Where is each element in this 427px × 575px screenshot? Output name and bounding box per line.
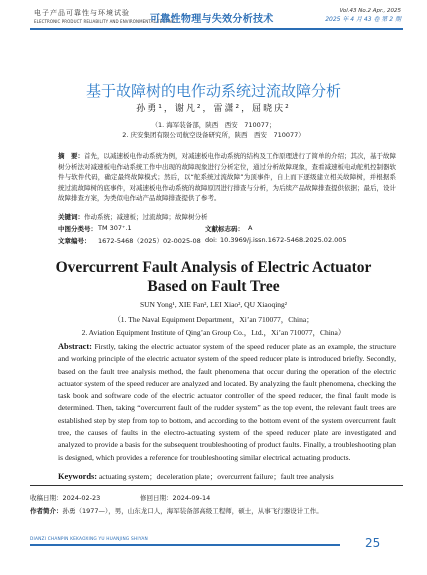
keywords-cn-label: 关键词： bbox=[58, 213, 84, 221]
journal-name-cn: 电子产品可靠性与环境试验 bbox=[34, 9, 130, 17]
received-date: 收稿日期：2024-02-23 bbox=[30, 494, 101, 502]
header-rule bbox=[30, 28, 403, 30]
clc-value: TM 307⁺.1 bbox=[98, 224, 132, 232]
paper-title-en-line1: Overcurrent Fault Analysis of Electric Actuator bbox=[55, 259, 372, 276]
footer-rule bbox=[30, 544, 340, 546]
doc-code-label: 文献标志码： bbox=[205, 225, 244, 233]
issue-info bbox=[300, 8, 401, 23]
journal-pinyin-footer: DIANZI CHANPIN KEKAOXING YU HUANJING SHIYAN bbox=[30, 537, 148, 542]
author-bio-text: 孙勇（1977—），男，山东龙口人，海军装备部高级工程师，硕士，从事飞行器设计工作。 bbox=[62, 507, 323, 515]
keywords-en bbox=[58, 471, 396, 482]
abstract-cn bbox=[58, 151, 396, 204]
abstract-cn-text: 首先，以减速板电作动系统为例，对减速板电作动系统的结构及工作原理进行了简单的介绍；其次，基于故障树分析法对减速板电作动系统工作中出现的故障现象进行分析定位，通过分析故障现象，查看减速板电动舵机控制器软件与软件代码，确定最终故障模式；然后，以“舵系统过流故障”为顶事件，自上而下逐级建立相关故障树，并根据系统过流故障树的底事件，对减速板电作动系统的故障原因进行排查与分析，为后续产品故障排查提供依据；最后，设计故障排查方案，为类似电作动产品故障排查提供了参考。 bbox=[58, 152, 396, 203]
issue-en: Vol.43 No.2 Apr., 2025 bbox=[339, 8, 401, 14]
abstract-cn-label: 摘 要： bbox=[58, 152, 84, 160]
authors-cn: 孙勇¹，谢凡²，雷潇²，屈晓庆² bbox=[136, 104, 291, 114]
doc-code-value: A bbox=[248, 224, 253, 232]
section-title: 可靠性物理与失效分析技术 bbox=[150, 14, 274, 25]
affiliation-cn-2: 2. 庆安集团有限公司航空设备研究所，陕西 西安 710077） bbox=[122, 131, 305, 139]
page-number: 25 bbox=[365, 536, 381, 550]
paper-title-en-line2: Based on Fault Tree bbox=[147, 278, 280, 295]
revised-date: 修回日期：2024-09-14 bbox=[140, 494, 211, 502]
issue-cn: 2025 年 4 月 43 卷 第 2 期 bbox=[325, 16, 401, 23]
author-bio bbox=[30, 506, 323, 515]
doi-label: doi: bbox=[205, 236, 218, 244]
journal-name-en: ELECTRONIC PRODUCT RELIABILITY AND ENVIRONMENTAL TESTING bbox=[34, 19, 176, 24]
keywords-en-text: actuating system；deceleration plate；overcurrent failure；fault tree analysis bbox=[98, 472, 334, 481]
keywords-en-label: Keywords: bbox=[58, 472, 98, 481]
author-bio-label: 作者简介： bbox=[30, 507, 63, 515]
article-number-value: 1672-5468（2025）02-0025-08 bbox=[98, 237, 201, 245]
affiliation-en-1: （1. The Naval Equipment Department，Xi’an 710077，China； bbox=[113, 315, 314, 324]
abstract-en bbox=[58, 341, 396, 464]
keywords-cn-text: 作动系统；减速板；过流故障；故障树分析 bbox=[84, 213, 208, 221]
clc-label: 中图分类号： bbox=[58, 225, 97, 233]
article-number-label: 文章编号： bbox=[58, 237, 91, 245]
affiliation-cn-1: （1. 海军装备部，陕西 西安 710077； bbox=[151, 121, 276, 129]
keywords-cn bbox=[58, 212, 396, 221]
abstract-en-text: Firstly, taking the electric actuator system of the speed reducer plate as an example, the structure and working principle of the electric actuator system of the speed reducer plate is introduced briefly. Secondly, based on the fault tree analysis method, the fault phenomena that occur during the operation of the electric actuator system of the speed reducer are analyzed and located. By analyzing the fault phenomena, checking the task book and software code of the electric actuator controller of the speed reducer, the final fault mode is determined. Then, taking “overcurrent fault of the rudder system” as the top event, the relevant fault trees are established step by step from top to bottom, and according to the bottom event of the system overcurrent fault tree, the causes of faults in the electro-actuating system of the speed reducer plate are investigated and analyzed to provide a basis for the subsequent troubleshooting of product faults. Finally, a troubleshooting plan is designed, which provides a reference for troubleshooting similar electrical actuating products. bbox=[58, 342, 397, 462]
paper-title-cn: 基于故障树的电作动系统过流故障分析 bbox=[85, 82, 341, 100]
affiliation-en-2: 2. Aviation Equipment Institute of Qing’an Group Co.，Ltd.，Xi’an 710077，China） bbox=[81, 328, 346, 337]
footnote-rule bbox=[30, 485, 403, 486]
authors-en: SUN Yong¹, XIE Fan², LEI Xiao², QU Xiaoqing² bbox=[139, 300, 288, 309]
abstract-en-label: Abstract: bbox=[58, 342, 92, 351]
doi-link[interactable]: 10.3969/j.issn.1672-5468.2025.02.005 bbox=[220, 236, 347, 244]
